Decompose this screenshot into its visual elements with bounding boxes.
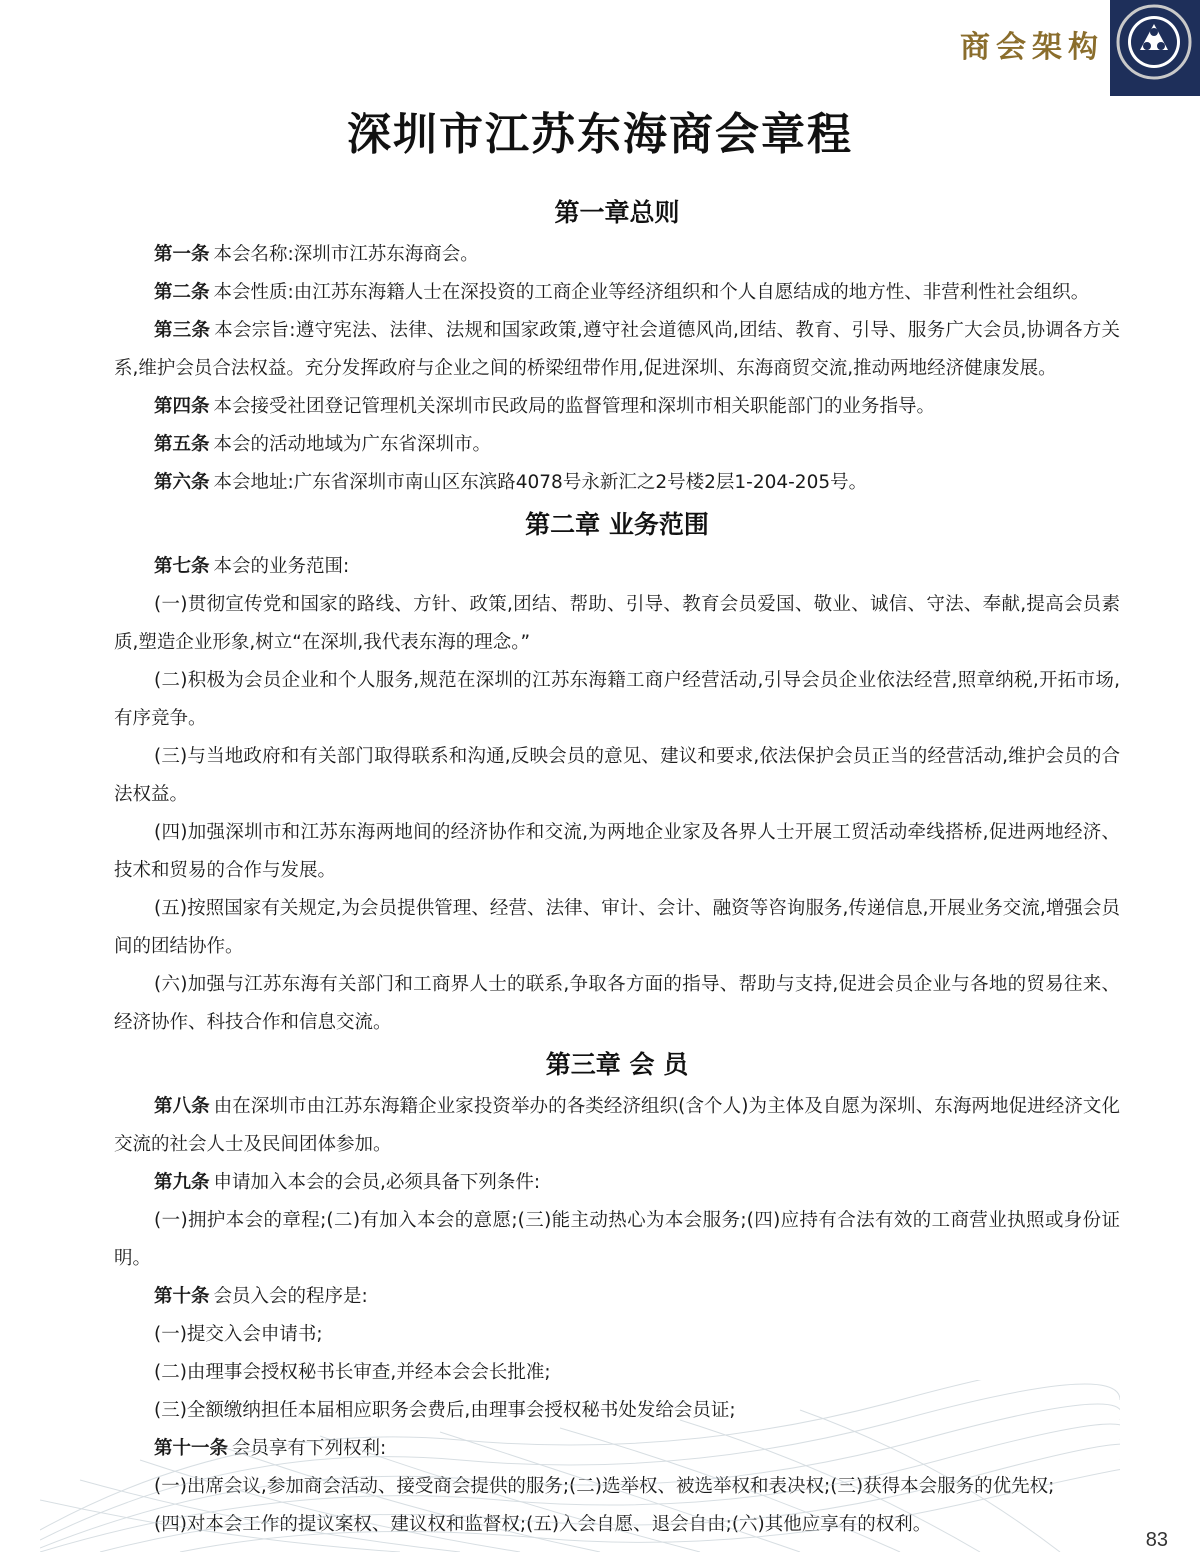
article-text: 会员享有下列权利: <box>232 1438 387 1459</box>
article-text: (四)对本会工作的提议案权、建议权和监督权;(五)入会自愿、退会自由;(六)其他应享有的权利。 <box>154 1514 932 1535</box>
article-text: (一)提交入会申请书; <box>154 1324 323 1345</box>
chapter-heading: 第二章 业务范围 <box>525 510 709 539</box>
article-text: (二)由理事会授权秘书长审查,并经本会会长批准; <box>154 1362 551 1383</box>
article-text: (六)加强与江苏东海有关部门和工商界人士的联系,争取各方面的指导、帮助与支持,促进会员企业与各地的贸易往来、经济协作、科技合作和信息交流。 <box>114 974 1120 1033</box>
article-text: (一)拥护本会的章程;(二)有加入本会的意愿;(三)能主动热心为本会服务;(四)应持有合法有效的工商营业执照或身份证明。 <box>114 1210 1120 1269</box>
document-body <box>114 190 1120 1544</box>
article-text: (一)贯彻宣传党和国家的路线、方针、政策,团结、帮助、引导、教育会员爱国、敬业、诚信、守法、奉献,提高会员素质,塑造企业形象,树立“在深圳,我代表东海的理念。” <box>114 594 1120 653</box>
article-paragraph <box>114 662 1120 738</box>
article-paragraph <box>114 586 1120 662</box>
article-text: (二)积极为会员企业和个人服务,规范在深圳的江苏东海籍工商户经营活动,引导会员企业依法经营,照章纳税,开拓市场,有序竞争。 <box>114 670 1120 729</box>
article-paragraph <box>114 426 1120 464</box>
article-paragraph <box>114 1088 1120 1164</box>
article-number: 第三条 <box>154 320 211 341</box>
chapter-heading: 第一章总则 <box>554 198 680 227</box>
article-paragraph <box>114 738 1120 814</box>
article-paragraph <box>114 1202 1120 1278</box>
article-paragraph <box>114 464 1120 502</box>
article-number: 第五条 <box>154 434 210 455</box>
article-number: 第七条 <box>154 556 210 577</box>
document-title: 深圳市江苏东海商会章程 <box>347 109 853 160</box>
article-paragraph <box>114 312 1120 388</box>
article-number: 第一条 <box>154 244 210 265</box>
article-text: 本会名称:深圳市江苏东海商会。 <box>213 244 479 265</box>
chamber-logo-icon <box>1110 0 1200 96</box>
article-number: 第八条 <box>154 1096 210 1117</box>
article-paragraph <box>114 1164 1120 1202</box>
chapter-heading: 第三章 会 员 <box>545 1050 689 1079</box>
article-paragraph <box>114 1316 1120 1354</box>
article-text: 本会性质:由江苏东海籍人士在深投资的工商企业等经济组织和个人自愿结成的地方性、非营利性社会组织。 <box>213 282 1090 303</box>
article-number: 第十一条 <box>154 1438 229 1459</box>
article-number: 第九条 <box>154 1172 210 1193</box>
article-number: 第十条 <box>154 1286 210 1307</box>
article-paragraph <box>114 274 1120 312</box>
article-text: (一)出席会议,参加商会活动、接受商会提供的服务;(二)选举权、被选举权和表决权;(三)获得本会服务的优先权; <box>154 1476 1055 1497</box>
article-paragraph <box>114 814 1120 890</box>
article-number: 第四条 <box>154 396 210 417</box>
section-label: 商会架构 <box>960 30 1104 65</box>
article-text: (五)按照国家有关规定,为会员提供管理、经营、法律、审计、会计、融资等咨询服务,传递信息,开展业务交流,增强会员间的团结协作。 <box>114 898 1120 957</box>
article-text: 本会的业务范围: <box>213 556 350 577</box>
article-paragraph <box>114 548 1120 586</box>
article-text: 本会宗旨:遵守宪法、法律、法规和国家政策,遵守社会道德风尚,团结、教育、引导、服务广大会员,协调各方关系,维护会员合法权益。充分发挥政府与企业之间的桥梁纽带作用,促进深圳、东海商贸交流,推动两地经济健康发展。 <box>114 320 1120 379</box>
article-text: (四)加强深圳市和江苏东海两地间的经济协作和交流,为两地企业家及各界人士开展工贸活动牵线搭桥,促进两地经济、技术和贸易的合作与发展。 <box>114 822 1120 881</box>
article-text: 本会地址:广东省深圳市南山区东滨路4078号永新汇之2号楼2层1-204-205号。 <box>213 472 868 493</box>
article-number: 第二条 <box>154 282 210 303</box>
page-number: 83 <box>1145 1529 1168 1551</box>
article-text: (三)与当地政府和有关部门取得联系和沟通,反映会员的意见、建议和要求,依法保护会员正当的经营活动,维护会员的合法权益。 <box>114 746 1120 805</box>
article-text: 本会接受社团登记管理机关深圳市民政局的监督管理和深圳市相关职能部门的业务指导。 <box>213 396 936 417</box>
article-text: 会员入会的程序是: <box>213 1286 368 1307</box>
article-paragraph <box>114 966 1120 1042</box>
article-paragraph <box>114 388 1120 426</box>
article-text: 本会的活动地域为广东省深圳市。 <box>213 434 492 455</box>
article-paragraph <box>114 236 1120 274</box>
article-number: 第六条 <box>154 472 210 493</box>
article-text: 由在深圳市由江苏东海籍企业家投资举办的各类经济组织(含个人)为主体及自愿为深圳、东海两地促进经济文化交流的社会人士及民间团体参加。 <box>114 1096 1120 1155</box>
article-text: (三)全额缴纳担任本届相应职务会费后,由理事会授权秘书处发给会员证; <box>154 1400 736 1421</box>
article-text: 申请加入本会的会员,必须具备下列条件: <box>213 1172 541 1193</box>
article-paragraph <box>114 890 1120 966</box>
wave-mesh-decoration <box>40 1380 1120 1552</box>
article-paragraph <box>114 1278 1120 1316</box>
